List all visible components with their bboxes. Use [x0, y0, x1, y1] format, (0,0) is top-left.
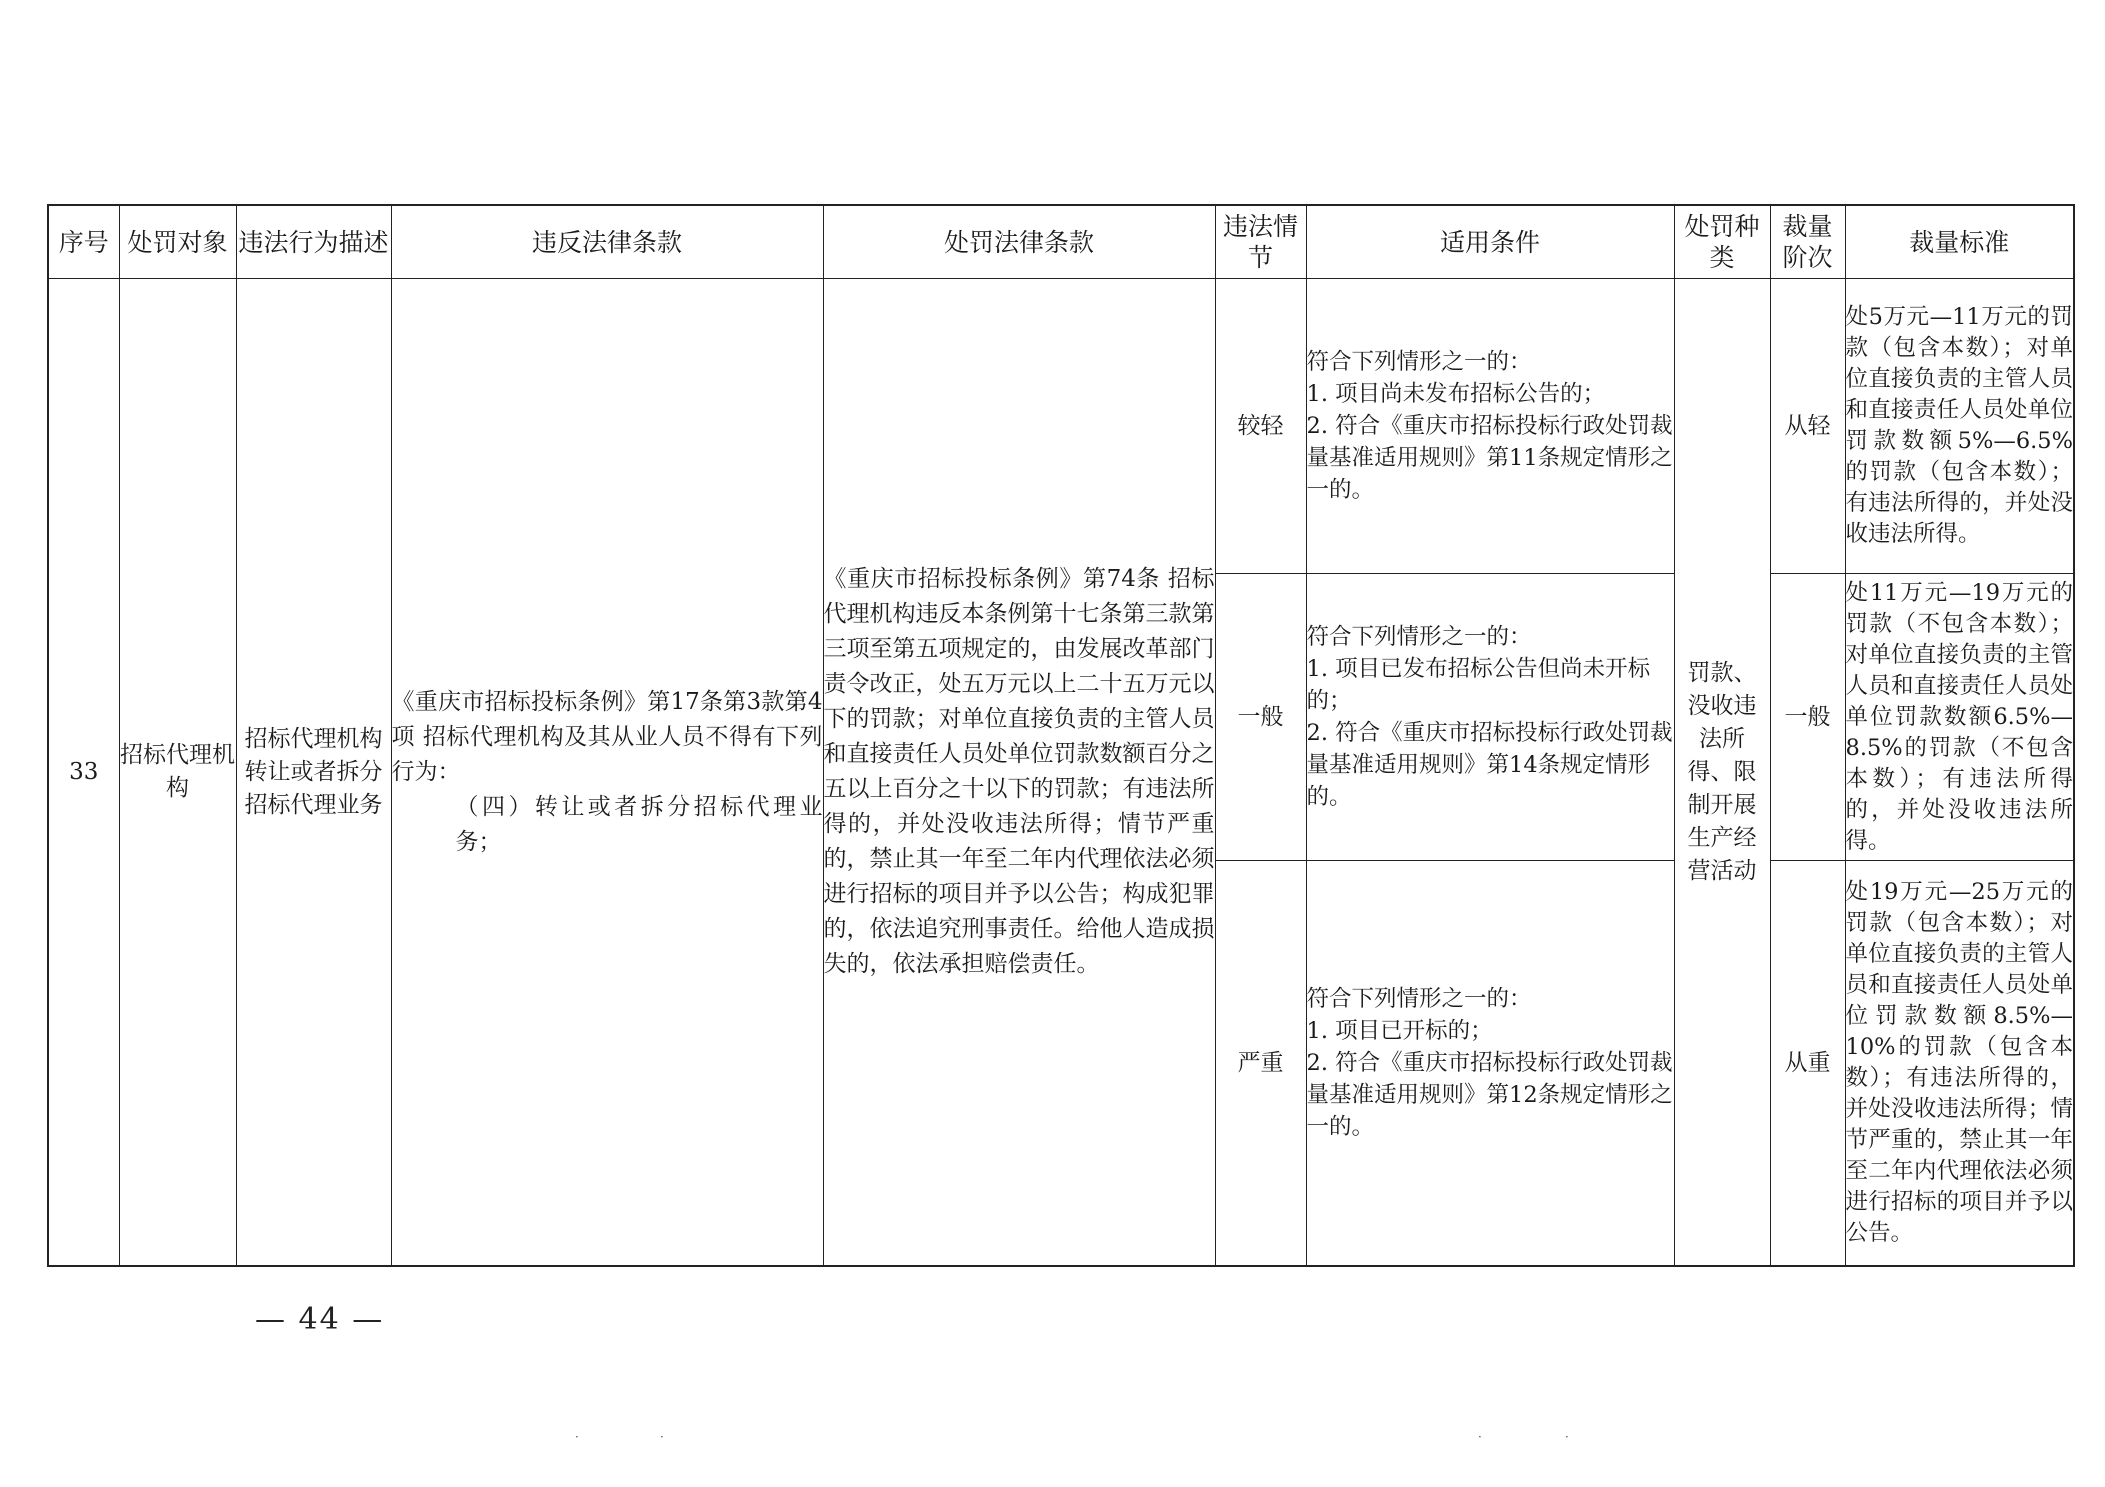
circumstance-general: 一般 — [1215, 574, 1306, 861]
violated-cell — [391, 279, 823, 1267]
level-severe: 从重 — [1770, 861, 1845, 1266]
condition-line: 符合下列情形之一的： — [1306, 349, 1532, 376]
condition-line: 2. 符合《重庆市招标投标行政处罚裁量基准适用规则》第14条规定情形的。 — [1306, 720, 1673, 811]
scan-speck: · — [660, 1430, 664, 1444]
circumstance-minor: 较轻 — [1215, 279, 1306, 574]
condition-minor — [1306, 279, 1674, 574]
violated-item: （四）转让或者拆分招标代理业务； — [455, 793, 823, 855]
header-level: 裁量阶次 — [1770, 205, 1845, 279]
header-seq: 序号 — [48, 205, 119, 279]
behavior-cell: 招标代理机构转让或者拆分招标代理业务 — [236, 279, 391, 1267]
condition-line: 符合下列情形之一的： — [1306, 986, 1532, 1013]
circumstance-severe: 严重 — [1215, 861, 1306, 1266]
discretion-standard-table — [47, 204, 2075, 1267]
condition-severe — [1306, 861, 1674, 1266]
condition-line: 1. 项目已开标的； — [1306, 1018, 1493, 1045]
header-condition: 适用条件 — [1306, 205, 1674, 279]
seq-cell: 33 — [48, 279, 119, 1267]
penalty-law-cell: 《重庆市招标投标条例》第74条 招标代理机构违反本条例第十七条第三款第三项至第五项规定的，由发展改革部门责令改正，处五万元以上二十五万元以下的罚款；对单位直接负责的主管人员和直接责任人员处单位罚款数额百分之五以上百分之十以下的罚款；有违法所得的，并处没收违法所得；情节严重的，禁止其一年至二年内代理依法必须进行招标的项目并予以公告；构成犯罪的，依法追究刑事责任。给他人造成损失的，依法承担赔偿责任。 — [823, 279, 1215, 1267]
table-row — [48, 279, 2074, 574]
standard-general: 处11万元—19万元的罚款（不包含本数）；对单位直接负责的主管人员和直接责任人员处单位罚款数额6.5%—8.5%的罚款（不包含本数）；有违法所得的，并处没收违法所得。 — [1845, 574, 2074, 861]
level-general: 一般 — [1770, 574, 1845, 861]
page-number: — 44 — — [255, 1302, 385, 1337]
penalty-type-cell: 罚款、没收违法所得、限制开展生产经营活动 — [1674, 279, 1770, 1267]
condition-line: 1. 项目尚未发布招标公告的； — [1306, 381, 1606, 408]
header-violated: 违反法律条款 — [391, 205, 823, 279]
header-circumstance: 违法情节 — [1215, 205, 1306, 279]
scan-speck: · — [1478, 1430, 1482, 1444]
header-standard: 裁量标准 — [1845, 205, 2074, 279]
standard-severe: 处19万元—25万元的罚款（包含本数）；对单位直接负责的主管人员和直接责任人员处单位罚款数额8.5%—10%的罚款（包含本数）；有违法所得的，并处没收违法所得；情节严重的，禁止其一年至二年内代理依法必须进行招标的项目并予以公告。 — [1845, 861, 2074, 1266]
header-target: 处罚对象 — [119, 205, 236, 279]
standard-minor: 处5万元—11万元的罚款（包含本数）；对单位直接负责的主管人员和直接责任人员处单位罚款数额5%—6.5%的罚款（包含本数）；有违法所得的，并处没收违法所得。 — [1845, 279, 2074, 574]
level-minor: 从轻 — [1770, 279, 1845, 574]
header-row — [48, 205, 2074, 279]
header-behavior: 违法行为描述 — [236, 205, 391, 279]
header-penalty-law: 处罚法律条款 — [823, 205, 1215, 279]
target-cell: 招标代理机构 — [119, 279, 236, 1267]
scan-speck: · — [1565, 1430, 1569, 1444]
condition-line: 2. 符合《重庆市招标投标行政处罚裁量基准适用规则》第11条规定情形之一的。 — [1306, 413, 1673, 504]
condition-line: 2. 符合《重庆市招标投标行政处罚裁量基准适用规则》第12条规定情形之一的。 — [1306, 1050, 1673, 1141]
condition-line: 符合下列情形之一的： — [1306, 624, 1532, 651]
condition-line: 1. 项目已发布招标公告但尚未开标的； — [1306, 656, 1651, 715]
header-penalty-type: 处罚种类 — [1674, 205, 1770, 279]
condition-general — [1306, 574, 1674, 861]
violated-main: 《重庆市招标投标条例》第17条第3款第4项 招标代理机构及其从业人员不得有下列行为： — [391, 688, 823, 785]
scan-speck: · — [575, 1430, 579, 1444]
